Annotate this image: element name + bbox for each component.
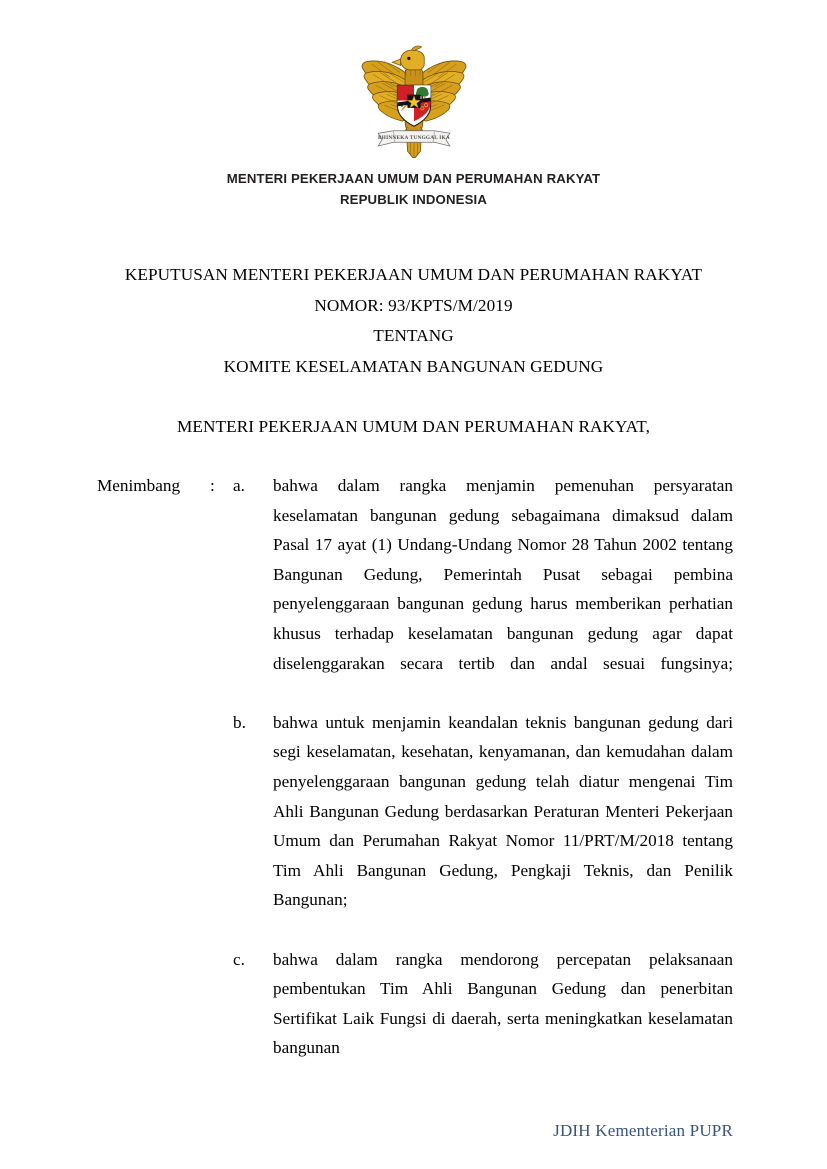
decree-addressee: MENTERI PEKERJAAN UMUM DAN PERUMAHAN RAKYAT, [177,417,650,436]
jdih-footer: JDIH Kementerian PUPR [553,1121,733,1140]
considerations-term-label: Menimbang [97,476,181,495]
considerations-section [0,471,827,1092]
consideration-item-a [97,471,733,708]
svg-text:BHINNEKA TUNGGAL IKA: BHINNEKA TUNGGAL IKA [377,135,450,142]
garuda-pancasila-emblem [350,36,478,164]
consideration-letter-b: b. [233,712,246,732]
consideration-text-a: bahwa dalam rangka menjamin pemenuhan persyaratan keselamatan bangunan gedung sebagaimana dimaksud dalam Pasal 17 ayat (1) Undang-Undang Nomor 28 Tahun 2002 tentang Bangunan Gedung, Pemerintah Pusat sebagai pembina penyelenggaraan bangunan gedung harus memberikan perhatian khusus terhadap keselamatan bangunan gedung agar dapat diselenggarakan secara tertib dan andal sesuai fungsinya; [273,476,733,673]
decree-about-label: TENTANG [373,326,454,345]
considerations-colon: : [210,476,215,495]
decree-title-block [0,260,827,382]
consideration-letter-c: c. [233,949,245,969]
consideration-text-c: bahwa dalam rangka mendorong percepatan pelaksanaan pembentukan Tim Ahli Bangunan Gedung dan penerbitan Sertifikat Laik Fungsi di daerah, serta meningkatkan keselamatan bangunan [273,949,733,1058]
consideration-item-b [97,708,733,945]
consideration-text-b: bahwa untuk menjamin keandalan teknis bangunan gedung dari segi keselamatan, kesehatan, kenyamanan, dan kemudahan dalam penyelenggaraan bangunan gedung telah diatur mengenai Tim Ahli Bangunan Gedung berdasarkan Peraturan Menteri Pekerjaan Umum dan Perumahan Rakyat Nomor 11/PRT/M/2018 tentang Tim Ahli Bangunan Gedung, Pengkaji Teknis, dan Penilik Bangunan; [273,712,733,910]
consideration-item-c [97,945,733,1093]
decree-number: NOMOR: 93/KPTS/M/2019 [314,295,513,315]
decree-subject: KOMITE KESELAMATAN BANGUNAN GEDUNG [223,356,604,376]
consideration-letter-a: a. [233,476,245,495]
ministry-name-line-2: REPUBLIK INDONESIA [339,192,488,207]
letterhead [0,0,827,210]
ministry-name-line-1: MENTERI PEKERJAAN UMUM DAN PERUMAHAN RAKYAT [226,171,601,186]
decree-title: KEPUTUSAN MENTERI PEKERJAAN UMUM DAN PERUMAHAN RAKYAT [124,265,703,284]
